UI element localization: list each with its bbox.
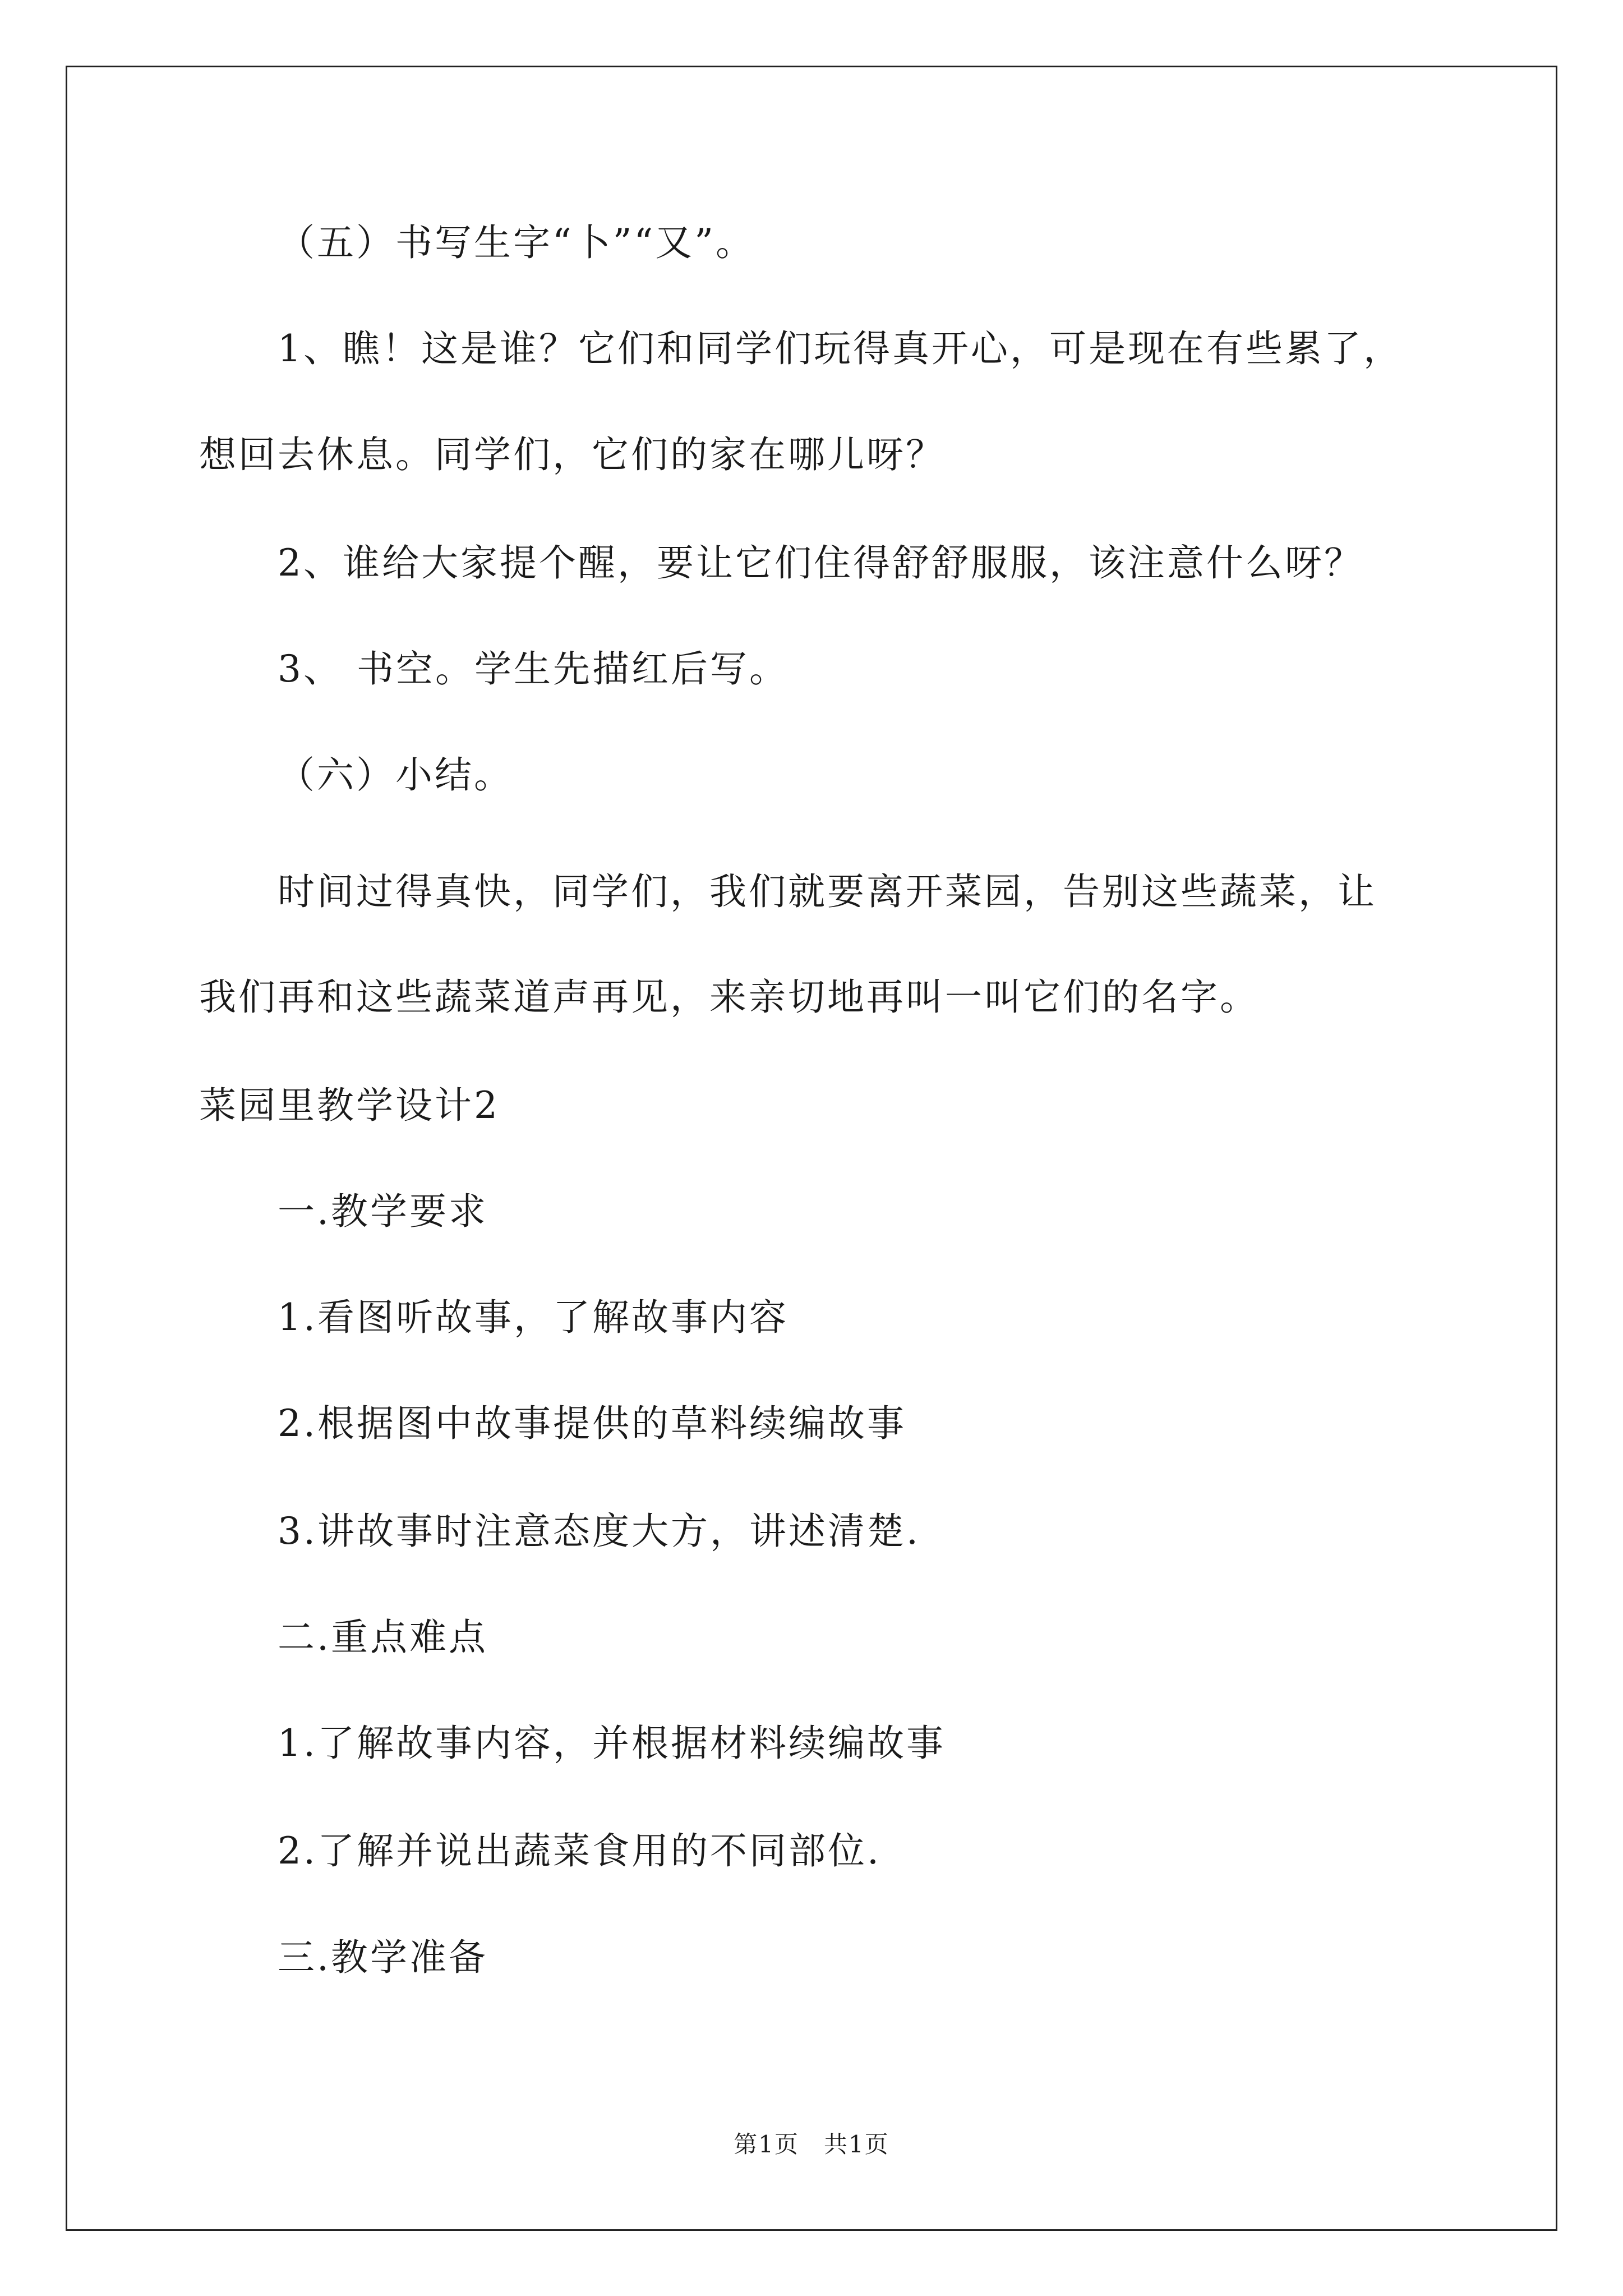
section-heading-preparation: 三.教学准备: [278, 1936, 488, 1979]
page-border: [66, 66, 1557, 2231]
paragraph-line: 1、瞧！这是谁？它们和同学们玩得真开心，可是现在有些累了，: [278, 327, 1403, 370]
section-heading-summary: （六）小结。: [278, 753, 513, 797]
paragraph-line: 2、谁给大家提个醒，要让它们住得舒舒服服，该注意什么呀？: [278, 541, 1363, 585]
document-subtitle: 菜园里教学设计2: [199, 1084, 500, 1127]
page-footer: 第1页 共1页: [734, 2131, 889, 2158]
list-item: 2.了解并说出蔬菜食用的不同部位.: [278, 1829, 881, 1872]
list-item: 1.看图听故事，了解故事内容: [278, 1296, 789, 1339]
paragraph-line: 想回去休息。同学们，它们的家在哪儿呀？: [199, 433, 945, 476]
paragraph-line: 3、 书空。学生先描红后写。: [278, 647, 789, 691]
list-item: 3.讲故事时注意态度大方，讲述清楚.: [278, 1510, 920, 1553]
paragraph-line: 时间过得真快，同学们，我们就要离开菜园，告别这些蔬菜，让: [278, 870, 1377, 913]
list-item: 1.了解故事内容，并根据材料续编故事: [278, 1722, 946, 1765]
section-heading-writing: （五）书写生字“卜”“又”。: [278, 221, 755, 264]
list-item: 2.根据图中故事提供的草料续编故事: [278, 1402, 906, 1445]
section-heading-requirements: 一.教学要求: [278, 1190, 488, 1233]
paragraph-line: 我们再和这些蔬菜道声再见，来亲切地再叫一叫它们的名字。: [199, 976, 1259, 1019]
section-heading-key-points: 二.重点难点: [278, 1616, 488, 1659]
